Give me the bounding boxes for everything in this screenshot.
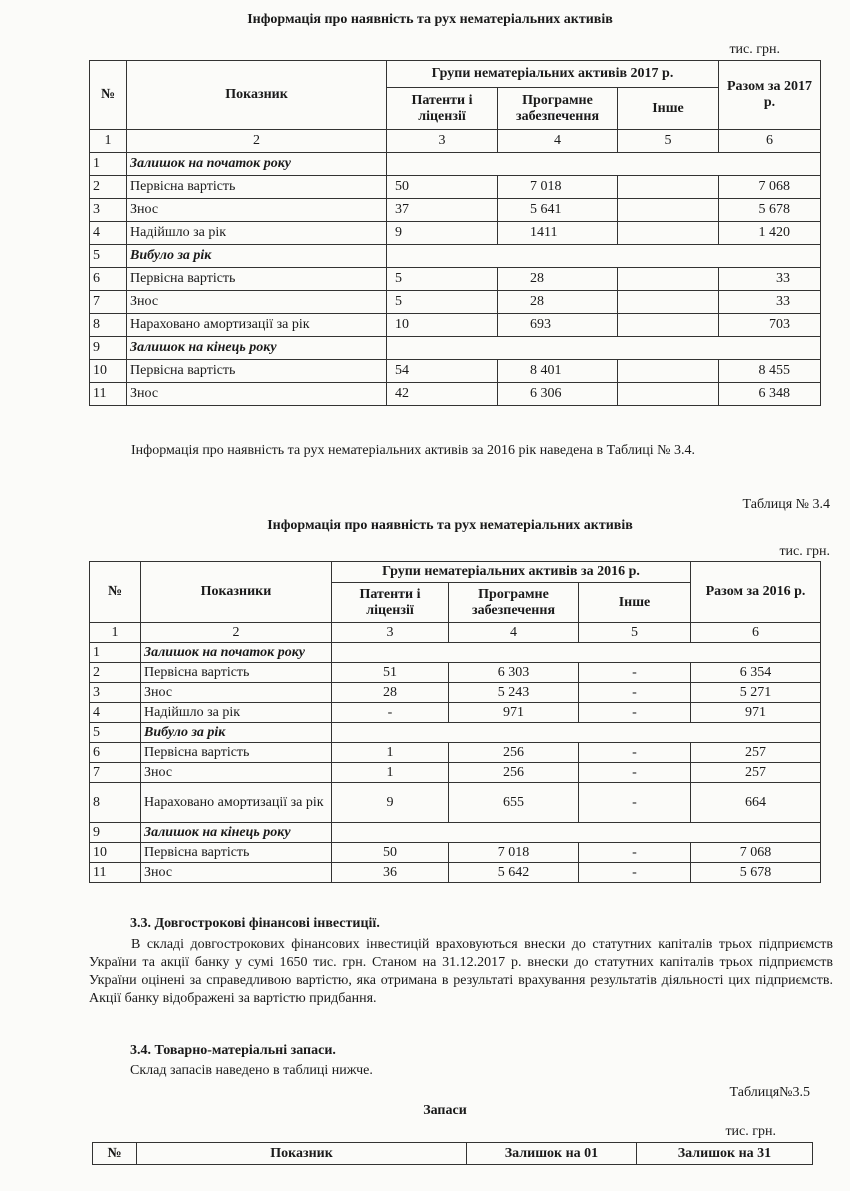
total-value: 6 348 [719, 383, 821, 406]
other-value: - [579, 703, 691, 723]
table1-title: Інформація про наявність та рух нематеріальних активів [247, 12, 613, 27]
table-row [90, 843, 821, 863]
total-value: 33 [719, 268, 821, 291]
table3-unit: тис. грн. [725, 1124, 776, 1139]
empty-cell [332, 823, 821, 843]
table2-caption: Таблиця № 3.4 [742, 497, 830, 512]
software-value: 7 018 [498, 176, 618, 199]
section-3-4-heading: 3.4. Товарно-матеріальні запаси. [130, 1043, 336, 1058]
t3-header-balance-start: Залишок на 01 [467, 1143, 637, 1165]
table-row [90, 723, 821, 743]
software-value: 5 243 [449, 683, 579, 703]
software-value: 1411 [498, 222, 618, 245]
patents-value: 51 [332, 663, 449, 683]
table-row [90, 783, 821, 823]
patents-value: 9 [332, 783, 449, 823]
total-value: 7 068 [691, 843, 821, 863]
table-row [90, 199, 821, 222]
row-label: Первісна вартість [141, 843, 332, 863]
software-value: 971 [449, 703, 579, 723]
table-row [90, 268, 821, 291]
other-value [618, 176, 719, 199]
column-number: 6 [691, 623, 821, 643]
section-label: Залишок на кінець року [127, 337, 387, 360]
row-number: 9 [90, 337, 127, 360]
t3-header-indicator: Показник [137, 1143, 467, 1165]
other-value [618, 199, 719, 222]
table-row [90, 360, 821, 383]
t2-header-total: Разом за 2016 р. [691, 562, 821, 623]
column-number: 2 [141, 623, 332, 643]
column-number: 5 [618, 130, 719, 153]
table-row [90, 643, 821, 663]
row-number: 5 [90, 245, 127, 268]
table-row [90, 763, 821, 783]
row-number: 11 [90, 383, 127, 406]
table-row [90, 663, 821, 683]
row-label: Надійшло за рік [127, 222, 387, 245]
other-value: - [579, 743, 691, 763]
row-number: 4 [90, 222, 127, 245]
table-row [90, 683, 821, 703]
table-row [90, 337, 821, 360]
patents-value: 50 [332, 843, 449, 863]
row-number: 6 [90, 268, 127, 291]
patents-value: 1 [332, 763, 449, 783]
paragraph-2016-ref: Інформація про наявність та рух нематеріальних активів за 2016 рік наведена в Таблиці № 3.4. [131, 443, 696, 458]
column-number: 4 [498, 130, 618, 153]
table-row [90, 743, 821, 763]
other-value [618, 291, 719, 314]
table-row [90, 291, 821, 314]
t1-header-indicator: Показник [127, 61, 387, 130]
table-row [90, 823, 821, 843]
total-value: 703 [719, 314, 821, 337]
row-number: 4 [90, 703, 141, 723]
table-row [90, 863, 821, 883]
patents-value: 9 [387, 222, 498, 245]
section-3-3-heading: 3.3. Довгострокові фінансові інвестиції. [130, 916, 380, 931]
row-label: Первісна вартість [141, 663, 332, 683]
table3-caption: Таблиця№3.5 [729, 1085, 810, 1100]
column-number: 2 [127, 130, 387, 153]
patents-value: 28 [332, 683, 449, 703]
column-number: 4 [449, 623, 579, 643]
patents-value: 50 [387, 176, 498, 199]
row-label: Знос [127, 383, 387, 406]
section-label: Вибуло за рік [127, 245, 387, 268]
patents-value: - [332, 703, 449, 723]
other-value: - [579, 663, 691, 683]
total-value: 257 [691, 743, 821, 763]
t1-header-no: № [90, 61, 127, 130]
software-value: 5 642 [449, 863, 579, 883]
other-value [618, 383, 719, 406]
total-value: 5 678 [691, 863, 821, 883]
table-row [90, 383, 821, 406]
table3 [92, 1142, 813, 1165]
section-label: Залишок на початок року [127, 153, 387, 176]
software-value: 655 [449, 783, 579, 823]
software-value: 693 [498, 314, 618, 337]
software-value: 7 018 [449, 843, 579, 863]
t3-header-no: № [93, 1143, 137, 1165]
row-number: 9 [90, 823, 141, 843]
software-value: 256 [449, 743, 579, 763]
row-number: 2 [90, 663, 141, 683]
column-number: 3 [332, 623, 449, 643]
row-number: 1 [90, 643, 141, 663]
row-label: Первісна вартість [127, 176, 387, 199]
patents-value: 54 [387, 360, 498, 383]
table-row [90, 314, 821, 337]
table2 [89, 561, 821, 883]
t1-header-total: Разом за 2017 р. [719, 61, 821, 130]
row-label: Знос [141, 863, 332, 883]
total-value: 7 068 [719, 176, 821, 199]
t2-header-other: Інше [579, 583, 691, 623]
software-value: 28 [498, 291, 618, 314]
row-number: 8 [90, 314, 127, 337]
column-number: 1 [90, 623, 141, 643]
column-number-row [90, 130, 821, 153]
row-label: Первісна вартість [141, 743, 332, 763]
patents-value: 1 [332, 743, 449, 763]
row-label: Надійшло за рік [141, 703, 332, 723]
row-label: Первісна вартість [127, 360, 387, 383]
patents-value: 5 [387, 268, 498, 291]
other-value: - [579, 843, 691, 863]
row-number: 3 [90, 683, 141, 703]
table-row [90, 222, 821, 245]
software-value: 28 [498, 268, 618, 291]
table-row [90, 153, 821, 176]
row-number: 8 [90, 783, 141, 823]
patents-value: 5 [387, 291, 498, 314]
other-value: - [579, 763, 691, 783]
t1-header-software: Програмне забезпечення [498, 88, 618, 130]
empty-cell [387, 153, 821, 176]
table-row [90, 176, 821, 199]
column-number: 6 [719, 130, 821, 153]
table1-unit: тис. грн. [729, 42, 780, 57]
empty-cell [387, 245, 821, 268]
t2-header-software: Програмне забезпечення [449, 583, 579, 623]
patents-value: 37 [387, 199, 498, 222]
row-label: Нараховано амортизації за рік [141, 783, 332, 823]
row-number: 3 [90, 199, 127, 222]
section-3-4-text: Склад запасів наведено в таблиці нижче. [130, 1063, 373, 1078]
column-number-row [90, 623, 821, 643]
empty-cell [387, 337, 821, 360]
total-value: 1 420 [719, 222, 821, 245]
row-number: 10 [90, 843, 141, 863]
column-number: 3 [387, 130, 498, 153]
patents-value: 36 [332, 863, 449, 883]
empty-cell [332, 643, 821, 663]
t1-header-patents: Патенти і ліцензії [387, 88, 498, 130]
section-3-3-text: В складі довгострокових фінансових інвестицій враховуються внески до статутних капіталів трьох підприємств України та акції банку у сумі 1650 тис. грн. Станом на 31.12.2017 р. внески до статутних капіталів трьох підприємств України оцінені за справедливою вартістю, яка отримана в результаті врахування результатів діяльності цих підприємств. Акції банку відображені за вартістю придбання. [89, 937, 833, 1006]
t1-header-other: Інше [618, 88, 719, 130]
total-value: 33 [719, 291, 821, 314]
table2-unit: тис. грн. [779, 544, 830, 559]
t2-header-no: № [90, 562, 141, 623]
total-value: 8 455 [719, 360, 821, 383]
patents-value: 42 [387, 383, 498, 406]
table-row [90, 245, 821, 268]
table-row [90, 703, 821, 723]
total-value: 971 [691, 703, 821, 723]
t2-header-groups: Групи нематеріальних активів за 2016 р. [332, 562, 691, 583]
row-label: Знос [127, 291, 387, 314]
total-value: 5 678 [719, 199, 821, 222]
t2-header-indicator: Показники [141, 562, 332, 623]
total-value: 6 354 [691, 663, 821, 683]
row-number: 5 [90, 723, 141, 743]
other-value: - [579, 863, 691, 883]
row-number: 10 [90, 360, 127, 383]
table2-body [90, 623, 821, 883]
row-number: 6 [90, 743, 141, 763]
software-value: 5 641 [498, 199, 618, 222]
other-value: - [579, 783, 691, 823]
row-number: 7 [90, 763, 141, 783]
empty-cell [332, 723, 821, 743]
software-value: 6 303 [449, 663, 579, 683]
other-value: - [579, 683, 691, 703]
t3-header-balance-end: Залишок на 31 [637, 1143, 813, 1165]
table2-title: Інформація про наявність та рух нематеріальних активів [267, 518, 633, 533]
t2-header-patents: Патенти і ліцензії [332, 583, 449, 623]
column-number: 5 [579, 623, 691, 643]
total-value: 664 [691, 783, 821, 823]
t1-header-groups: Групи нематеріальних активів 2017 р. [387, 61, 719, 88]
total-value: 257 [691, 763, 821, 783]
software-value: 6 306 [498, 383, 618, 406]
row-label: Знос [141, 683, 332, 703]
row-number: 2 [90, 176, 127, 199]
row-number: 11 [90, 863, 141, 883]
other-value [618, 314, 719, 337]
row-label: Первісна вартість [127, 268, 387, 291]
row-label: Нараховано амортизації за рік [127, 314, 387, 337]
software-value: 256 [449, 763, 579, 783]
other-value [618, 360, 719, 383]
table3-title: Запаси [423, 1103, 467, 1118]
row-label: Знос [127, 199, 387, 222]
total-value: 5 271 [691, 683, 821, 703]
section-label: Вибуло за рік [141, 723, 332, 743]
column-number: 1 [90, 130, 127, 153]
software-value: 8 401 [498, 360, 618, 383]
table1-body [90, 130, 821, 406]
patents-value: 10 [387, 314, 498, 337]
section-label: Залишок на кінець року [141, 823, 332, 843]
table1 [89, 60, 821, 406]
row-label: Знос [141, 763, 332, 783]
other-value [618, 222, 719, 245]
row-number: 1 [90, 153, 127, 176]
section-label: Залишок на початок року [141, 643, 332, 663]
row-number: 7 [90, 291, 127, 314]
other-value [618, 268, 719, 291]
